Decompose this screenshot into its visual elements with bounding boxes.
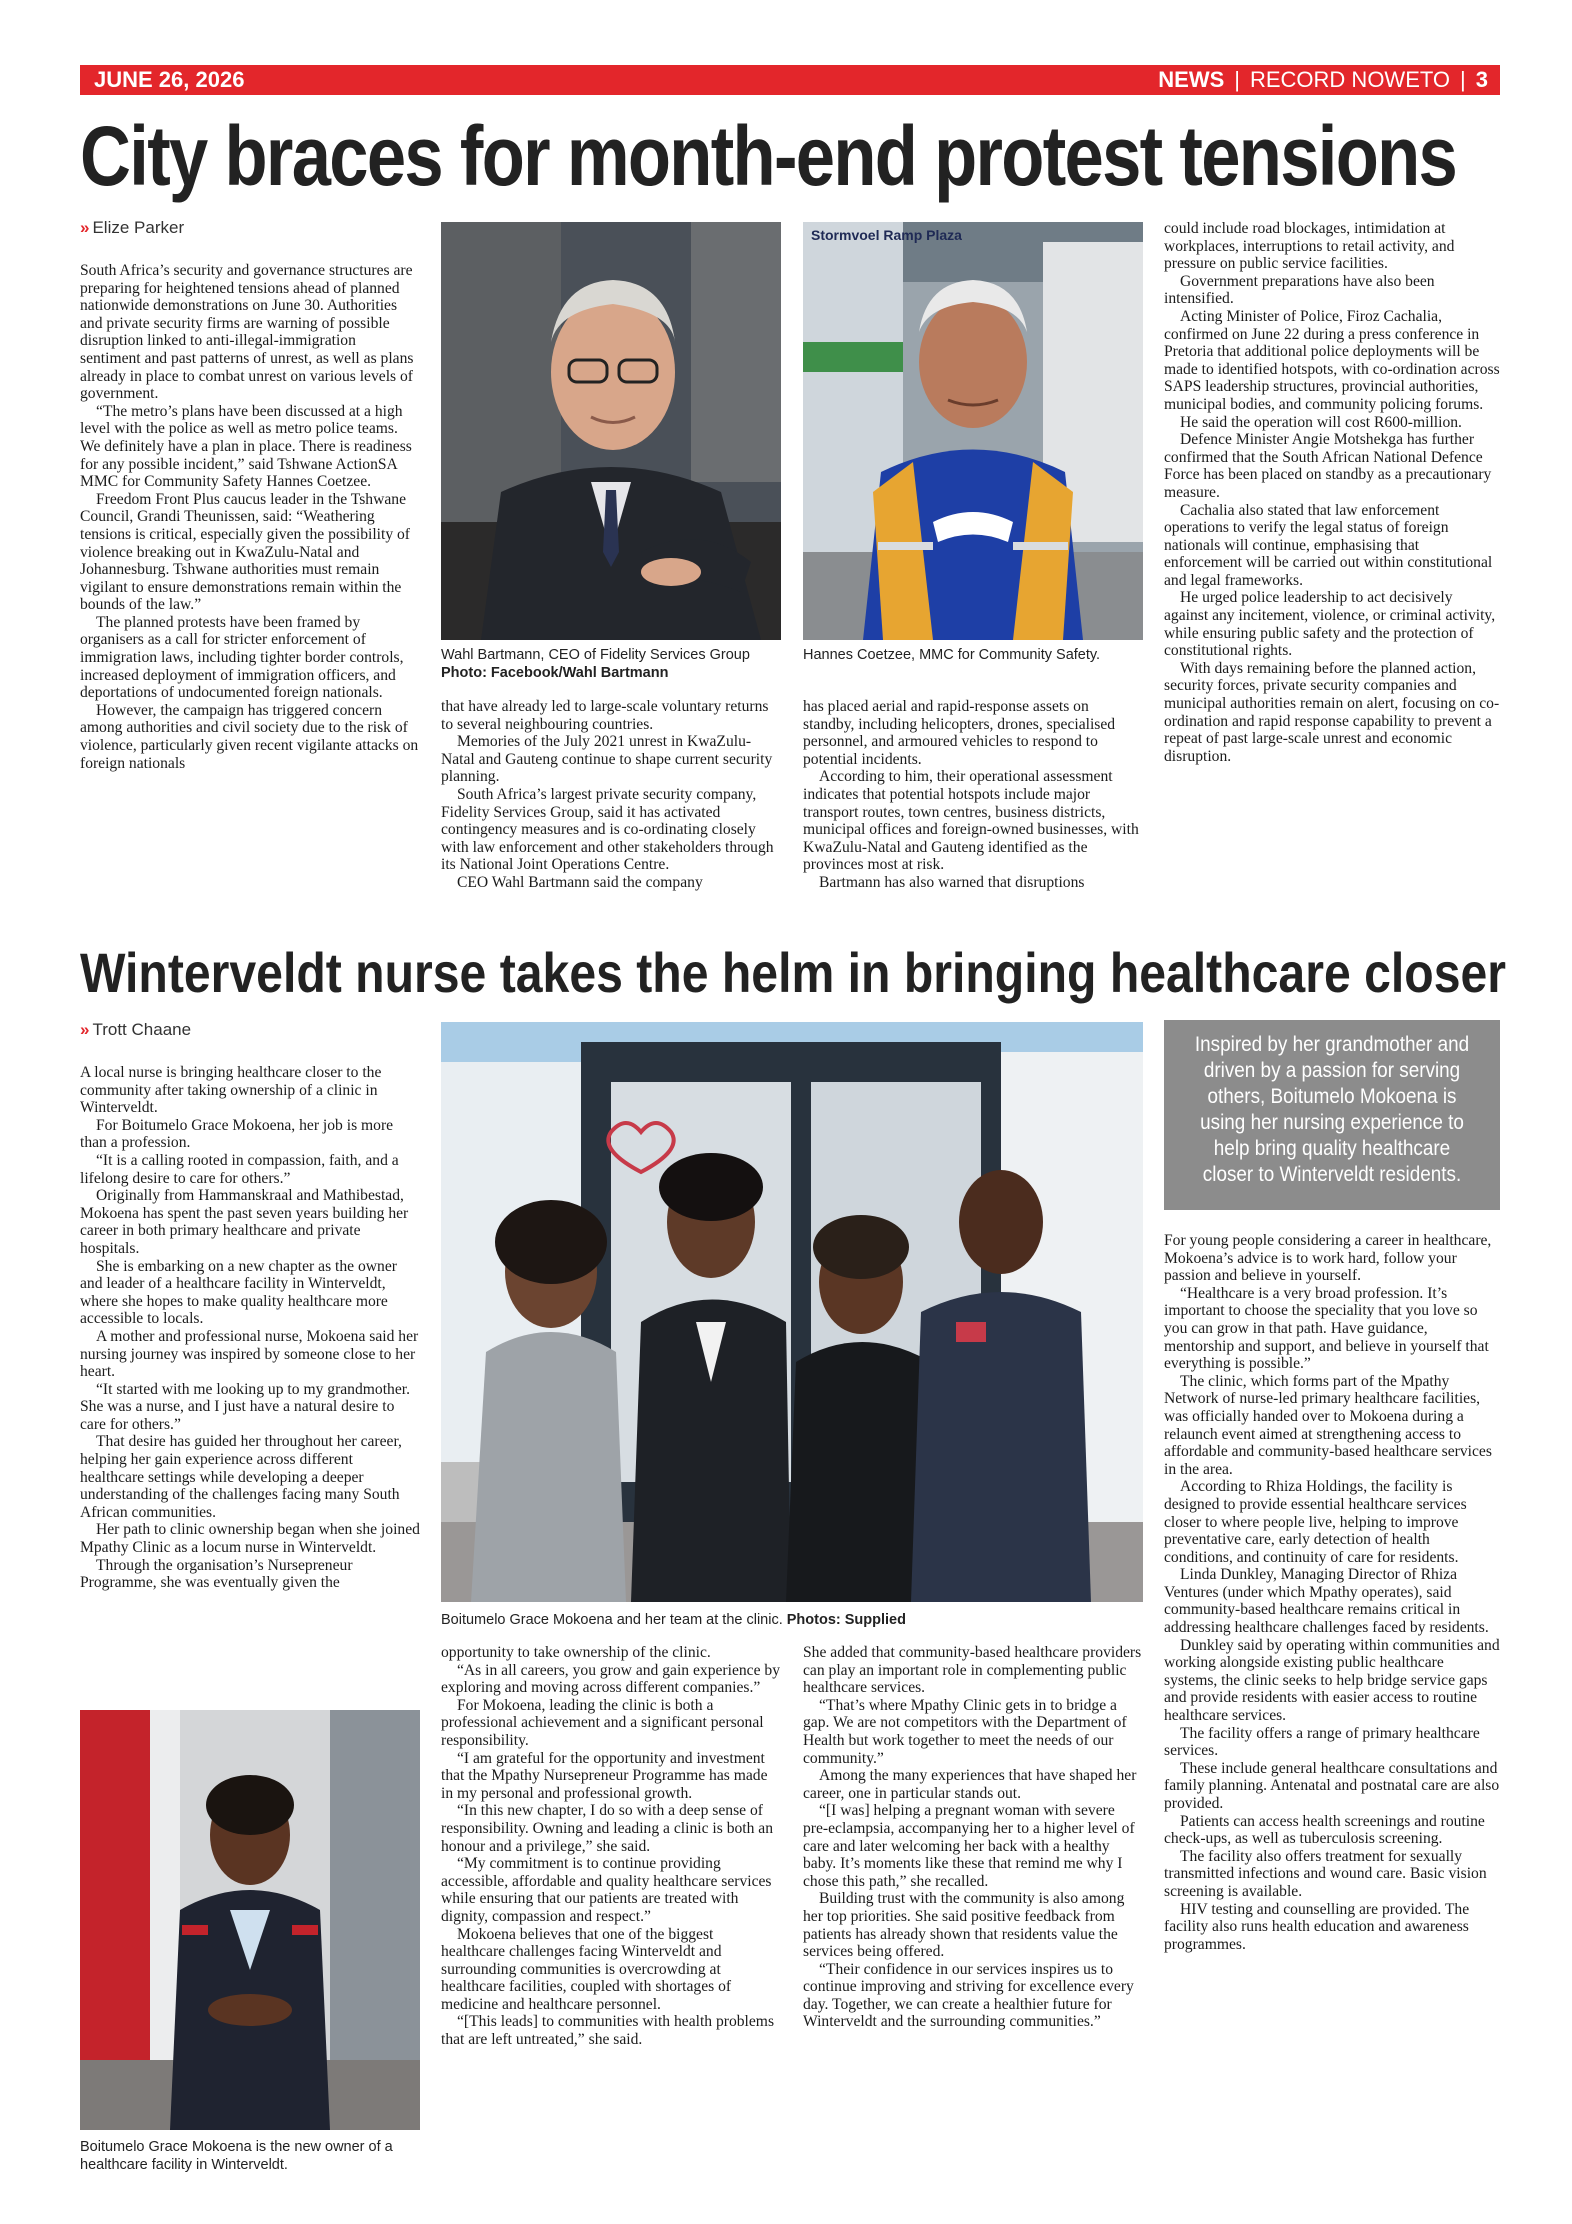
article-paragraph: Building trust with the community is also among her top priorities. She said positive feedback from patients has already shown that residents value the services being offered. bbox=[803, 1890, 1125, 1961]
article-paragraph: With days remaining before the planned action, security forces, private security companies and municipal authorities remain on alert, focusing on co-ordination and rapid response capability to prevent a repeat of past large-scale unrest and economic disruption. bbox=[1164, 659, 1500, 765]
photo1-caption bbox=[441, 646, 781, 682]
section-name: NEWS bbox=[1158, 67, 1225, 92]
photo2-caption: Hannes Coetzee, MMC for Community Safety. bbox=[803, 647, 1101, 663]
byline-arrow-icon: » bbox=[80, 1020, 87, 1039]
pull-quote bbox=[1164, 1020, 1500, 1210]
photo2-sign-text: Stormvoel Ramp Plaza bbox=[811, 227, 962, 243]
header-separator-2: | bbox=[1460, 67, 1466, 92]
article-paragraph: “In this new chapter, I do so with a deep sense of responsibility. Owning and leading a clinic is both an honour and a privilege,” she said. bbox=[441, 1802, 774, 1855]
article-paragraph: The facility offers a range of primary healthcare services. bbox=[1164, 1724, 1480, 1760]
story2-author: Trott Chaane bbox=[92, 1020, 192, 1039]
article-paragraph: Her path to clinic ownership began when she joined Mpathy Clinic as a locum nurse in Winterveldt. bbox=[80, 1521, 420, 1557]
story1-column-2 bbox=[441, 698, 781, 892]
article-paragraph: Through the organisation’s Nursepreneur Programme, she was eventually given the bbox=[80, 1556, 353, 1592]
article-paragraph: He urged police leadership to act decisively against any incitement, violence, or criminal activity, while ensuring public safety and the protection of constitutional rights. bbox=[1164, 589, 1496, 660]
article-paragraph: could include road blockages, intimidation at workplaces, interruptions to retail activity, and pressure on public service facilities. bbox=[1164, 220, 1455, 273]
story1-byline bbox=[80, 218, 184, 238]
header-separator-1: | bbox=[1234, 67, 1240, 92]
article-paragraph: The planned protests have been framed by organisers as a call for stricter enforcement of immigration laws, including tighter border controls, increased deployment of immigration officers, and deportations of undocumented foreign nationals. bbox=[80, 613, 404, 702]
photo1-credit: Photo: Facebook/Wahl Bartmann bbox=[441, 665, 669, 681]
article-paragraph: CEO Wahl Bartmann said the company bbox=[457, 873, 703, 891]
page-number: 3 bbox=[1475, 67, 1488, 92]
article-paragraph: However, the campaign has triggered concern among authorities and civil society due to the risk of violence, particularly given recent vigilante attacks on foreign nationals bbox=[80, 701, 419, 772]
article-paragraph: Freedom Front Plus caucus leader in the Tshwane Council, Grandi Theunissen, said: “Weathering tensions is critical, especially given the possibility of violence breaking out in KwaZulu-Natal and Johannesburg. Tshwane authorities must remain vigilant to ensure demonstrations remain within the bounds of the law.” bbox=[80, 490, 411, 614]
story1-column-3 bbox=[803, 698, 1143, 892]
article-paragraph: For Boitumelo Grace Mokoena, her job is more than a profession. bbox=[80, 1116, 394, 1152]
article-paragraph: Acting Minister of Police, Firoz Cachalia, confirmed on June 22 during a press conference in Pretoria that additional police deployments will be made to identified hotspots, with co-ordination across SAPS leadership structures, provincial authorities, municipal bodies, and community policing forums. bbox=[1164, 307, 1500, 413]
article-paragraph: She added that community-based healthcare providers can play an important role in complementing public healthcare services. bbox=[803, 1644, 1142, 1697]
group-photo-credit: Photos: Supplied bbox=[786, 1612, 906, 1628]
article-paragraph: “Their confidence in our services inspires us to continue improving and striving for excellence every day. Together, we can create a healthier future for Winterveldt and the surrounding communities.” bbox=[803, 1960, 1134, 2031]
story1-author: Elize Parker bbox=[92, 218, 185, 237]
article-paragraph: According to him, their operational assessment indicates that potential hotspots include major transport routes, town centres, business districts, municipal offices and foreign-owned businesses, with KwaZulu-Natal and Gauteng identified as the provinces most at risk. bbox=[803, 768, 1139, 874]
article-paragraph: has placed aerial and rapid-response assets on standby, including helicopters, drones, specialised personnel, and armoured vehicles to respond to potential incidents. bbox=[803, 698, 1116, 768]
article-paragraph: “As in all careers, you grow and gain experience by exploring and moving across different companies.” bbox=[441, 1661, 781, 1697]
article-paragraph: Government preparations have also been intensified. bbox=[1164, 272, 1435, 308]
article-paragraph: “I am grateful for the opportunity and investment that the Mpathy Nursepreneur Programme has made in my personal and professional growth. bbox=[441, 1749, 768, 1802]
story1-headline: City braces for month-end protest tensions bbox=[80, 109, 1457, 203]
pull-quote-text: Inspired by her grandmother and driven by a passion for serving others, Boitumelo Mokoena is using her nursing experience to help bring quality healthcare closer to Winterveldt residents. bbox=[1194, 1033, 1470, 1186]
article-paragraph: These include general healthcare consultations and family planning. Antenatal and postnatal care are also provided. bbox=[1164, 1759, 1500, 1812]
article-paragraph: The facility also offers treatment for sexually transmitted infections and wound care. Basic vision screening is available. bbox=[1164, 1847, 1487, 1900]
group-photo-caption-text: Boitumelo Grace Mokoena and her team at the clinic. bbox=[441, 1612, 787, 1628]
article-paragraph: South Africa’s largest private security company, Fidelity Services Group, said it has activated contingency measures and is co-ordinating closely with law enforcement and other stakeholders through its National Joint Operations Centre. bbox=[441, 785, 774, 874]
publication-name: RECORD NOWETO bbox=[1249, 67, 1451, 92]
photo-hannes-coetzee bbox=[803, 222, 1143, 640]
article-paragraph: “My commitment is to continue providing accessible, affordable and quality healthcare services while ensuring that our patients are treated with dignity, compassion and respect.” bbox=[441, 1855, 772, 1925]
photo1-caption-text: Wahl Bartmann, CEO of Fidelity Services Group bbox=[441, 647, 750, 663]
section-info bbox=[1158, 65, 1488, 95]
page-header-band bbox=[80, 65, 1500, 95]
article-paragraph: Linda Dunkley, Managing Director of Rhiza Ventures (under which Mpathy operates), said community-based healthcare remains critical in addressing healthcare challenges faced by residents. bbox=[1164, 1566, 1489, 1637]
article-paragraph: that have already led to large-scale voluntary returns to several neighbouring countries. bbox=[441, 698, 769, 733]
article-paragraph: Among the many experiences that have shaped her career, one in particular stands out. bbox=[803, 1767, 1137, 1802]
photo-wahl-bartmann bbox=[441, 222, 781, 640]
story1-column-1 bbox=[80, 262, 420, 772]
story2-column-4 bbox=[1164, 1232, 1500, 1953]
article-paragraph: Memories of the July 2021 unrest in KwaZulu-Natal and Gauteng continue to shape current security planning. bbox=[441, 733, 773, 786]
article-paragraph: HIV testing and counselling are provided. The facility also runs health education and awareness programmes. bbox=[1164, 1900, 1470, 1953]
article-paragraph: According to Rhiza Holdings, the facility is designed to provide essential healthcare services closer to where people live, helping to improve preventative care, early detection of health conditions, and continuity of care for residents. bbox=[1164, 1478, 1467, 1566]
photo-clinic-team bbox=[441, 1022, 1143, 1602]
story1-column-4 bbox=[1164, 220, 1500, 765]
issue-date: JUNE 26, 2026 bbox=[94, 67, 245, 92]
article-paragraph: “Healthcare is a very broad profession. It’s important to choose the speciality that you love so you can grow in that path. Have guidance, mentorship and support, and believe in yourself that everything is possible.” bbox=[1164, 1284, 1489, 1373]
article-paragraph: “That’s where Mpathy Clinic gets in to bridge a gap. We are not competitors with the Department of Health but work together to meet the needs of our community.” bbox=[803, 1696, 1127, 1767]
article-paragraph: He said the operation will cost R600-million. bbox=[1180, 413, 1462, 431]
photo-boitumelo-portrait bbox=[80, 1710, 420, 2130]
article-paragraph: Originally from Hammanskraal and Mathibestad, Mokoena has spent the past seven years building her career in both primary healthcare and private hospitals. bbox=[80, 1187, 409, 1257]
article-paragraph: Patients can access health screenings and routine check-ups, as well as tuberculosis screening. bbox=[1164, 1812, 1485, 1848]
article-paragraph: Dunkley said by operating within communities and working alongside existing public healthcare systems, the clinic seeks to help bridge service gaps and provide residents with easier access to routine healthcare services. bbox=[1164, 1636, 1500, 1725]
article-paragraph: “It started with me looking up to my grandmother. She was a nurse, and I just have a natural desire to care for others.” bbox=[80, 1380, 410, 1433]
story2-column-3 bbox=[803, 1644, 1143, 2031]
article-paragraph: Cachalia also stated that law enforcement operations to verify the legal status of foreign nationals will continue, emphasising that enforcement will be carried out within constitutional and legal frameworks. bbox=[1164, 501, 1493, 589]
article-paragraph: “It is a calling rooted in compassion, faith, and a lifelong desire to care for others.” bbox=[80, 1151, 399, 1187]
story2-column-2 bbox=[441, 1644, 781, 2049]
article-paragraph: “[This leads] to communities with health problems that are left untreated,” she said. bbox=[441, 2013, 775, 2049]
byline-arrow-icon: » bbox=[80, 218, 87, 237]
article-paragraph: Mokoena believes that one of the biggest healthcare challenges facing Winterveldt and surrounding communities is overcrowding at healthcare facilities, coupled with shortages of medicine and healthcare personnel. bbox=[441, 1925, 732, 2013]
article-paragraph: A local nurse is bringing healthcare closer to the community after taking ownership of a clinic in Winterveldt. bbox=[80, 1064, 382, 1117]
article-paragraph: “[I was] helping a pregnant woman with severe pre-eclampsia, accompanying her to a higher level of care and later welcoming her back with a healthy baby. It’s moments like these that remind me why I chose this path,” she recalled. bbox=[803, 1802, 1135, 1890]
article-paragraph: opportunity to take ownership of the clinic. bbox=[441, 1644, 711, 1661]
article-paragraph: Defence Minister Angie Motshekga has further confirmed that the South African National Defence Force has been placed on standby as a precautionary measure. bbox=[1164, 431, 1492, 501]
article-paragraph: “The metro’s plans have been discussed at a high level with the police as well as metro police teams. We definitely have a plan in place. There is readiness for any possible incident,” said Tshwane ActionSA MMC for Community Safety Hannes Coetzee. bbox=[80, 402, 412, 491]
article-paragraph: That desire has guided her throughout her career, helping her gain experience across different healthcare settings while developing a deeper understanding of the challenges facing many South African communities. bbox=[80, 1433, 402, 1521]
story2-byline bbox=[80, 1020, 191, 1040]
story2-column-1 bbox=[80, 1064, 420, 1592]
article-paragraph: She is embarking on a new chapter as the owner and leader of a healthcare facility in Winterveldt, where she hopes to make quality healthcare more accessible to locals. bbox=[80, 1257, 397, 1328]
article-paragraph: For young people considering a career in healthcare, Mokoena’s advice is to work hard, follow your passion and believe in yourself. bbox=[1164, 1232, 1492, 1285]
portrait-caption: Boitumelo Grace Mokoena is the new owner of a healthcare facility in Winterveldt. bbox=[80, 2139, 393, 2173]
article-paragraph: South Africa’s security and governance structures are preparing for heightened tensions ahead of planned nationwide demonstrations on June 30. Authorities and private security firms are warning of possible disruption linked to anti-illegal-immigration sentiment and past patterns of unrest, as well as plans already in place to combat unrest on various levels of government. bbox=[80, 262, 414, 403]
story2-headline: Winterveldt nurse takes the helm in bringing healthcare closer bbox=[80, 941, 1507, 1004]
article-paragraph: For Mokoena, leading the clinic is both a professional achievement and a significant personal responsibility. bbox=[441, 1696, 764, 1749]
article-paragraph: Bartmann has also warned that disruptions bbox=[819, 873, 1085, 891]
group-photo-caption bbox=[441, 1611, 1143, 1629]
article-paragraph: The clinic, which forms part of the Mpathy Network of nurse-led primary healthcare facilities, was officially handed over to Mokoena during a relaunch event aimed at strengthening access to affordable and community-based healthcare services in the area. bbox=[1164, 1372, 1492, 1478]
article-paragraph: A mother and professional nurse, Mokoena said her nursing journey was inspired by someone close to her heart. bbox=[80, 1327, 419, 1381]
